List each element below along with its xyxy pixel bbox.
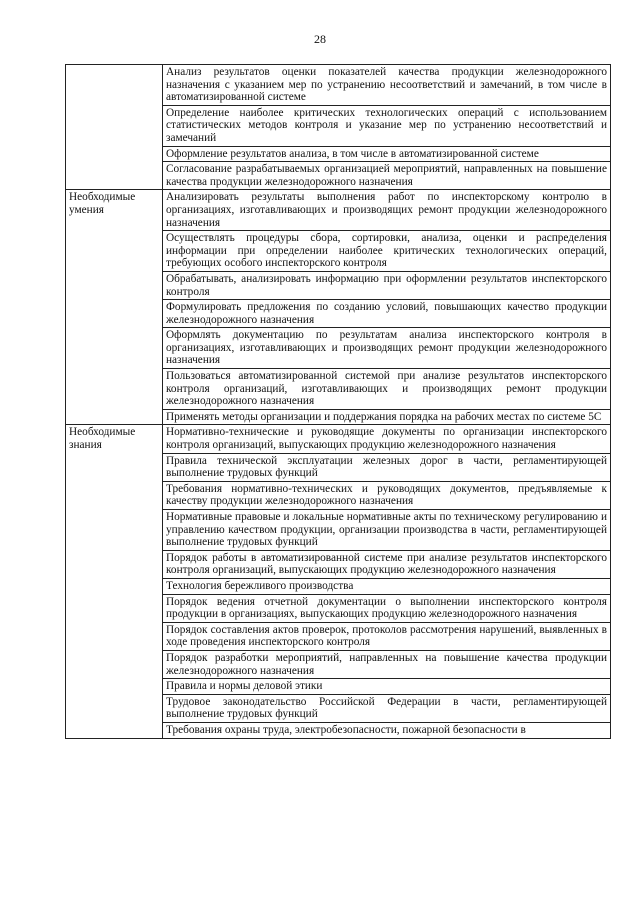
table-cell-item: Нормативно-технические и руководящие документы по организации инспекторского контроля организаций, выпускающих продукцию железнодорожного назначения bbox=[163, 425, 611, 453]
table-cell-item: Обрабатывать, анализировать информацию при оформлении результатов инспекторского контроля bbox=[163, 271, 611, 299]
table-cell-item: Требования нормативно-технических и руководящих документов, предъявляемые к качеству продукции железнодорожного назначения bbox=[163, 481, 611, 509]
table-cell-item: Правила технической эксплуатации железных дорог в части, регламентирующей выполнение трудовых функций bbox=[163, 453, 611, 481]
table-cell-item: Применять методы организации и поддержания порядка на рабочих местах по системе 5С bbox=[163, 409, 611, 425]
section-label-knowledge: Необходимые знания bbox=[66, 425, 163, 738]
table-cell-item: Формулировать предложения по созданию условий, повышающих качество продукции железнодорожного назначения bbox=[163, 300, 611, 328]
table-cell-item: Определение наиболее критических технологических операций с использованием статистических методов контроля и указание мер по устранению несоответствий и замечаний bbox=[163, 105, 611, 146]
table-cell-item: Анализ результатов оценки показателей качества продукции железнодорожного назначения с указанием мер по устранению несоответствий и замечаний, в том числе в автоматизированной системе bbox=[163, 65, 611, 106]
table-cell-item: Анализировать результаты выполнения работ по инспекторскому контролю в организациях, изготавливающих и производящих ремонт продукции железнодорожного назначения bbox=[163, 190, 611, 231]
table-cell-item: Оформление результатов анализа, в том числе в автоматизированной системе bbox=[163, 146, 611, 162]
table-row bbox=[66, 425, 611, 453]
section-label-continued bbox=[66, 65, 163, 190]
competency-table bbox=[65, 64, 611, 739]
table-cell-item: Правила и нормы деловой этики bbox=[163, 679, 611, 695]
table-cell-item: Технология бережливого производства bbox=[163, 578, 611, 594]
table-cell-item: Порядок ведения отчетной документации о выполнении инспекторского контроля продукции в организациях, выпускающих продукцию железнодорожного назначения bbox=[163, 594, 611, 622]
table-cell-item: Трудовое законодательство Российской Федерации в части, регламентирующей выполнение трудовых функций bbox=[163, 694, 611, 722]
table-cell-item: Согласование разрабатываемых организацией мероприятий, направленных на повышение качества продукции железнодорожного назначения bbox=[163, 162, 611, 190]
table-row bbox=[66, 65, 611, 106]
section-label-skills: Необходимые умения bbox=[66, 190, 163, 425]
table-cell-item: Порядок составления актов проверок, протоколов рассмотрения нарушений, выявленных в ходе проведения инспекторского контроля bbox=[163, 622, 611, 650]
table-cell-item: Порядок разработки мероприятий, направленных на повышение качества продукции железнодорожного назначения bbox=[163, 650, 611, 678]
table-cell-item: Нормативные правовые и локальные нормативные акты по техническому регулированию и управлению качеством продукции, организации производства в части, регламентирующей выполнение трудовых функций bbox=[163, 510, 611, 551]
table-cell-item: Требования охраны труда, электробезопасности, пожарной безопасности в bbox=[163, 722, 611, 738]
table-cell-item: Порядок работы в автоматизированной системе при анализе результатов инспекторского контроля организаций, выпускающих продукцию железнодорожного назначения bbox=[163, 550, 611, 578]
table-cell-item: Пользоваться автоматизированной системой при анализе результатов инспекторского контроля организаций, изготавливающих и производящих ремонт продукции железнодорожного назначения bbox=[163, 369, 611, 410]
table-row bbox=[66, 190, 611, 231]
page-number: 28 bbox=[314, 32, 326, 46]
table-cell-item: Осуществлять процедуры сбора, сортировки, анализа, оценки и распределения информации при определении наиболее критических технологических операций, требующих особого инспекторского контроля bbox=[163, 231, 611, 272]
table-cell-item: Оформлять документацию по результатам анализа инспекторского контроля в организациях, изготавливающих и производящих ремонт продукции железнодорожного назначения bbox=[163, 328, 611, 369]
